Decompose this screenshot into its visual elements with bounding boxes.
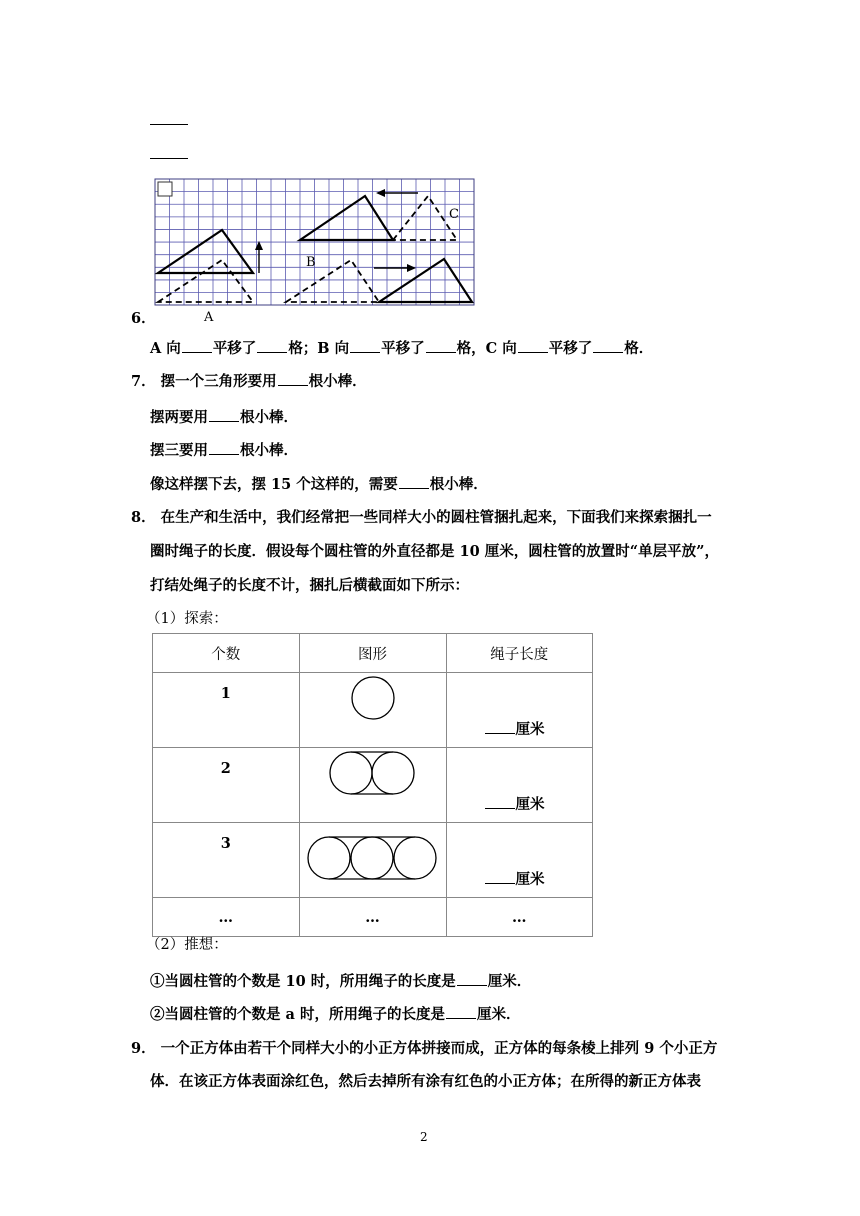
table-row bbox=[153, 748, 593, 823]
header-count: 个数 bbox=[153, 634, 300, 673]
header-rope-length: 绳子长度 bbox=[446, 634, 593, 673]
question-8-line-1: 8． 在生产和生活中，我们经常把一些同样大小的圆柱管捆扎起来，下面我们来探索捆扎一 bbox=[131, 509, 712, 526]
part-1-heading: （1）探索： bbox=[146, 611, 228, 627]
header-figure: 图形 bbox=[299, 634, 446, 673]
three-circles-figure bbox=[300, 823, 446, 893]
label-c: C bbox=[449, 207, 459, 222]
answer-blank bbox=[150, 124, 188, 125]
triangle-b-moved bbox=[379, 259, 472, 302]
question-9-line-1: 9． 一个正方体由若干个同样大小的小正方体拼接而成，正方体的每条棱上排列 9 个小正方 bbox=[131, 1040, 718, 1057]
question-8-line-3: 打结处绳子的长度不计，捆扎后横截面如下所示： bbox=[150, 577, 469, 594]
table-row bbox=[153, 673, 593, 748]
figure-cell bbox=[299, 823, 446, 898]
question-7-line-3: 摆三要用 根小棒． bbox=[150, 442, 298, 459]
page-number: 2 bbox=[420, 1130, 428, 1144]
length-cell: 厘米 bbox=[446, 673, 593, 748]
row-count: 3 bbox=[153, 823, 300, 898]
question-9-line-2: 体．在该正方体表面涂红色，然后去掉所有涂有红色的小正方体；在所得的新正方体表 bbox=[150, 1073, 701, 1090]
part-2-heading: （2）推想： bbox=[146, 937, 228, 953]
guess-line-2: ②当圆柱管的个数是 a 时，所用绳子的长度是 厘米． bbox=[150, 1006, 521, 1023]
triangle-a-original bbox=[158, 260, 253, 302]
guess-line-1: ①当圆柱管的个数是 10 时，所用绳子的长度是 厘米． bbox=[150, 973, 532, 990]
question-7-line-2: 摆两要用 根小棒． bbox=[150, 409, 298, 426]
answer-blank bbox=[150, 158, 188, 159]
question-number: 6． bbox=[131, 310, 156, 327]
figure-cell bbox=[299, 748, 446, 823]
length-cell: 厘米 bbox=[446, 748, 593, 823]
table-row bbox=[153, 823, 593, 898]
figure-cell bbox=[299, 673, 446, 748]
question-7-line-4: 像这样摆下去，摆 15 个这样的，需要 根小棒． bbox=[150, 476, 488, 493]
ellipsis-cell: … bbox=[299, 898, 446, 937]
translation-grid-figure bbox=[152, 176, 476, 326]
table-header-row bbox=[153, 634, 593, 673]
row-count: 1 bbox=[153, 673, 300, 748]
label-a: A bbox=[204, 310, 214, 325]
ellipsis-cell: … bbox=[446, 898, 593, 937]
table-row bbox=[153, 898, 593, 937]
triangle-c-moved bbox=[300, 196, 393, 240]
ellipsis-cell: … bbox=[153, 898, 300, 937]
one-circle-figure bbox=[300, 673, 446, 743]
arrow-right-icon bbox=[407, 264, 416, 272]
triangle-c-original bbox=[393, 196, 457, 240]
triangle-a-moved bbox=[158, 230, 253, 273]
row-count: 2 bbox=[153, 748, 300, 823]
length-cell: 厘米 bbox=[446, 823, 593, 898]
exploration-table bbox=[152, 633, 593, 937]
question-7-line-1: 7． 摆一个三角形要用 根小棒． bbox=[131, 373, 367, 390]
arrow-left-icon bbox=[376, 189, 385, 197]
question-6-answer-line: A 向 平移了 格；B 向 平移了 格，C 向 平移了 格． bbox=[150, 340, 654, 357]
label-b: B bbox=[306, 255, 316, 270]
question-8-line-2: 圈时绳子的长度．假设每个圆柱管的外直径都是 10 厘米，圆柱管的放置时“单层平放”， bbox=[150, 543, 719, 560]
two-circles-figure bbox=[300, 748, 446, 818]
